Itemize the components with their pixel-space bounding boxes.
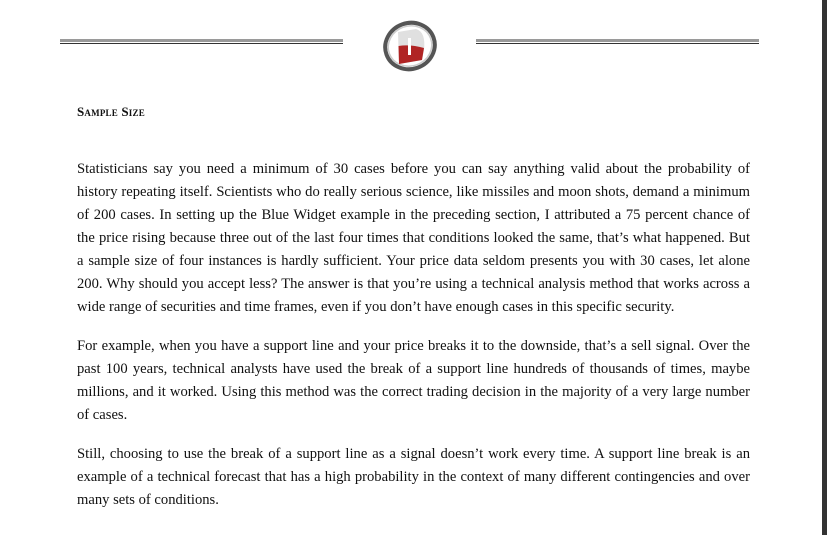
page-edge-scrollbar xyxy=(822,0,827,535)
section-title: Sample Size xyxy=(77,104,145,119)
paragraph: Still, choosing to use the break of a support line as a signal doesn’t work every time. A support line break is an example of a technical forecast that has a high probability in the context of many different contingencies and over many sets of conditions. xyxy=(77,446,750,508)
paragraph: Statisticians say you need a minimum of 30 cases before you can say anything valid about the probability of history repeating itself. Scientists who do really serious science, like missiles and moon shots, demand a minimum of 200 cases. In setting up the Blue Widget example in the preceding section, I attributed a 75 percent chance of the price rising because three out of the last four times that conditions looked the same, that’s what happened. But a sample size of four instances is hardly sufficient. Your price data seldom presents you with 30 cases, let alone 200. Why should you accept less? The answer is that you’re using a technical analysis method that works across a wide range of securities and time frames, even if you don’t have enough cases in this specific security. xyxy=(77,161,750,315)
paragraph: For example, when you have a support line and your price breaks it to the downside, that’s a sell signal. Over the past 100 years, technical analysts have used the break of a support line hundreds of thousands of times, maybe millions, and it worked. Using this method was the correct trading decision in the majority of a very large number of cases. xyxy=(77,338,750,423)
body-text xyxy=(77,158,750,528)
header-rule-left xyxy=(60,39,343,45)
book-logo-icon xyxy=(380,20,440,72)
header-rule-right xyxy=(476,39,759,45)
